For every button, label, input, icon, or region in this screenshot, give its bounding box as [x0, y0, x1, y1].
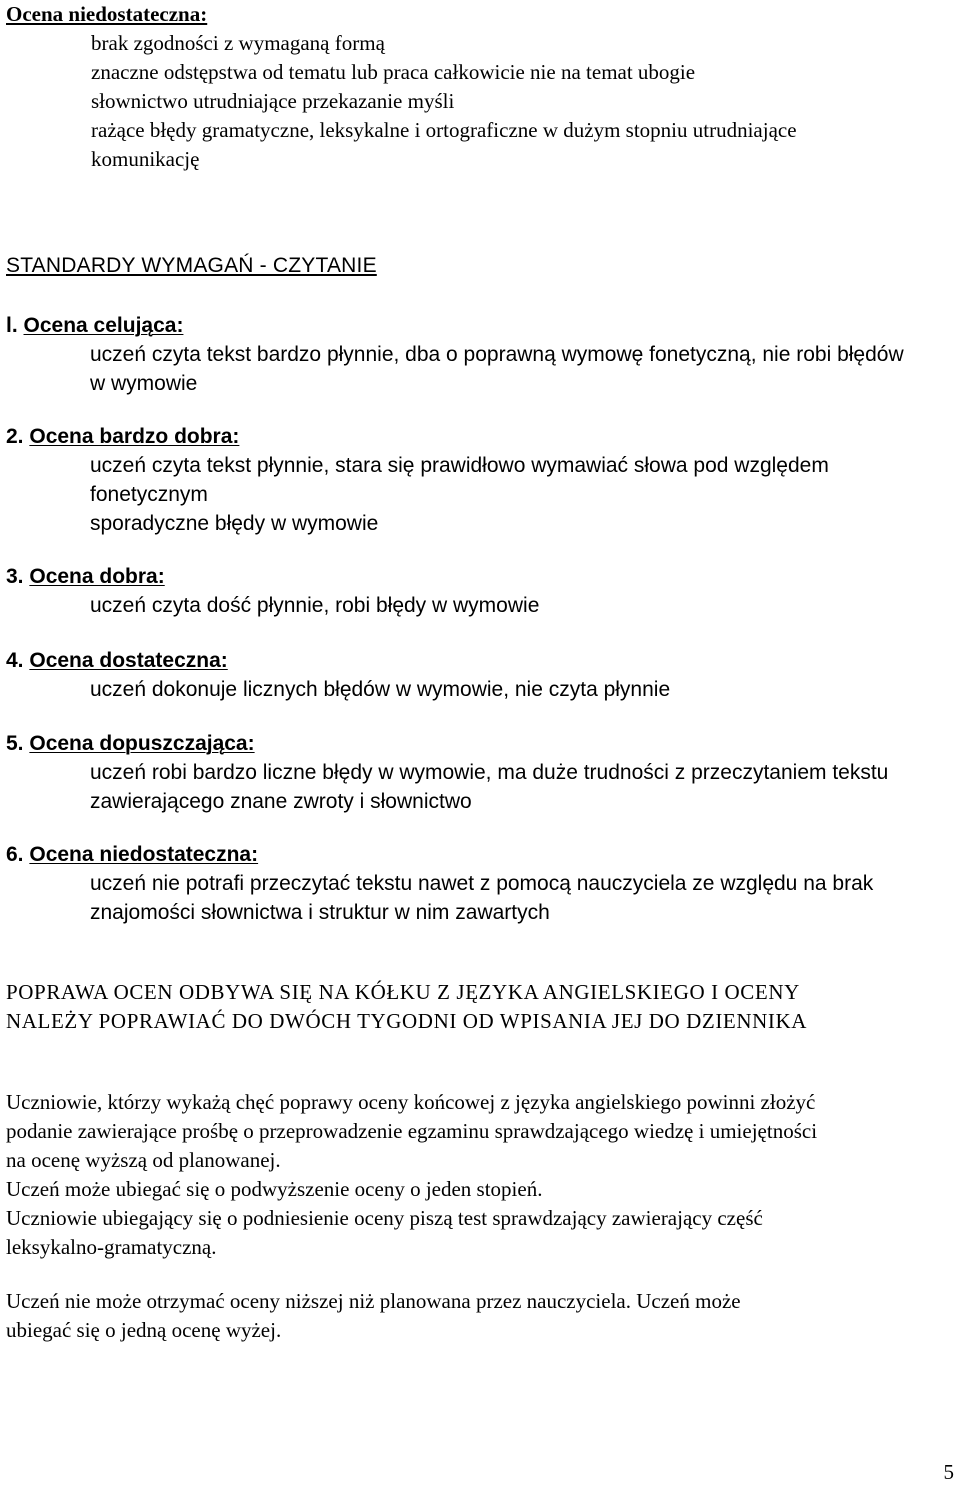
writing-fail-line: znaczne odstępstwa od tematu lub praca całkowicie nie na temat ubogie	[91, 60, 696, 84]
grade-number: 2.	[6, 425, 24, 448]
writing-fail-line: słownictwo utrudniające przekazanie myśli	[91, 89, 455, 113]
grade-heading	[6, 422, 956, 451]
grade-heading	[6, 729, 956, 758]
reading-grade-3	[6, 562, 956, 620]
grade-label: Ocena bardzo dobra:	[29, 425, 240, 448]
notice-line: NALEŻY POPRAWIAĆ DO DWÓCH TYGODNI OD WPISANIA JEJ DO DZIENNIKA	[6, 1009, 808, 1033]
writing-fail-heading: Ocena niedostateczna:	[6, 2, 208, 26]
grade-label: Ocena niedostateczna:	[29, 843, 259, 866]
grade-description-line: sporadyczne błędy w wymowie	[90, 512, 379, 535]
grade-description-line: znajomości słownictwa i struktur w nim zawartych	[90, 901, 550, 924]
rules-line: Uczeń nie może otrzymać oceny niższej niż planowana przez nauczyciela. Uczeń może	[6, 1289, 741, 1313]
grade-number: 3.	[6, 565, 24, 588]
writing-fail-list	[6, 29, 956, 174]
grade-description-line: w wymowie	[90, 372, 198, 395]
correction-notice	[6, 978, 956, 1036]
grade-number: l.	[6, 314, 18, 337]
notice-line: POPRAWA OCEN ODBYWA SIĘ NA KÓŁKU Z JĘZYKA ANGIELSKIEGO I OCENY	[6, 980, 800, 1004]
grade-label: Ocena dopuszczająca:	[29, 732, 255, 755]
grade-number: 6.	[6, 843, 24, 866]
grade-description-line: uczeń robi bardzo liczne błędy w wymowie, ma duże trudności z przeczytaniem tekstu	[90, 761, 889, 784]
grade-description-line: zawierającego znane zwroty i słownictwo	[90, 790, 472, 813]
reading-section-title: STANDARDY WYMAGAŃ - CZYTANIE	[6, 254, 377, 277]
grade-number: 5.	[6, 732, 24, 755]
reading-grade-2	[6, 422, 956, 538]
grade-number: 4.	[6, 649, 24, 672]
grade-description-line: uczeń dokonuje licznych błędów w wymowie, nie czyta płynnie	[90, 678, 671, 701]
writing-fail-line: rażące błędy gramatyczne, leksykalne i ortograficzne w dużym stopniu utrudniające	[91, 118, 797, 142]
grade-label: Ocena dostateczna:	[29, 649, 228, 672]
rules-line: ubiegać się o jedną ocenę wyżej.	[6, 1318, 282, 1342]
grade-description-line: uczeń czyta tekst płynnie, stara się prawidłowo wymawiać słowa pod względem	[90, 454, 829, 477]
grade-description-line: uczeń czyta tekst bardzo płynnie, dba o poprawną wymowę fonetyczną, nie robi błędów	[90, 343, 904, 366]
reading-grade-4	[6, 646, 956, 704]
rules-line: Uczniowie ubiegający się o podniesienie oceny piszą test sprawdzający zawierający część	[6, 1206, 763, 1230]
rules-paragraph-2	[6, 1287, 956, 1345]
reading-grade-5	[6, 729, 956, 816]
grade-label: Ocena celująca:	[23, 314, 184, 337]
grade-heading	[6, 562, 956, 591]
reading-grade-6	[6, 840, 956, 927]
writing-fail-line: komunikację	[91, 147, 200, 171]
rules-line: podanie zawierające prośbę o przeprowadzenie egzaminu sprawdzającego wiedzę i umiejętności	[6, 1119, 818, 1143]
grade-description-line: uczeń czyta dość płynnie, robi błędy w wymowie	[90, 594, 540, 617]
grade-label: Ocena dobra:	[29, 565, 165, 588]
page-number: 5	[943, 1460, 954, 1484]
rules-paragraph-1	[6, 1088, 956, 1262]
rules-line: leksykalno-gramatyczną.	[6, 1235, 217, 1259]
rules-line: Uczeń może ubiegać się o podwyższenie oceny o jeden stopień.	[6, 1177, 543, 1201]
grade-description-line: fonetycznym	[90, 483, 208, 506]
rules-line: Uczniowie, którzy wykażą chęć poprawy oceny końcowej z języka angielskiego powinni złożyć	[6, 1090, 816, 1114]
grade-heading	[6, 311, 956, 340]
writing-fail-section	[6, 0, 956, 174]
rules-line: na ocenę wyższą od planowanej.	[6, 1148, 281, 1172]
reading-grade-1	[6, 311, 956, 398]
grade-description-line: uczeń nie potrafi przeczytać tekstu nawet z pomocą nauczyciela ze względu na brak	[90, 872, 874, 895]
grade-heading	[6, 646, 956, 675]
writing-fail-line: brak zgodności z wymaganą formą	[91, 31, 385, 55]
grade-heading	[6, 840, 956, 869]
